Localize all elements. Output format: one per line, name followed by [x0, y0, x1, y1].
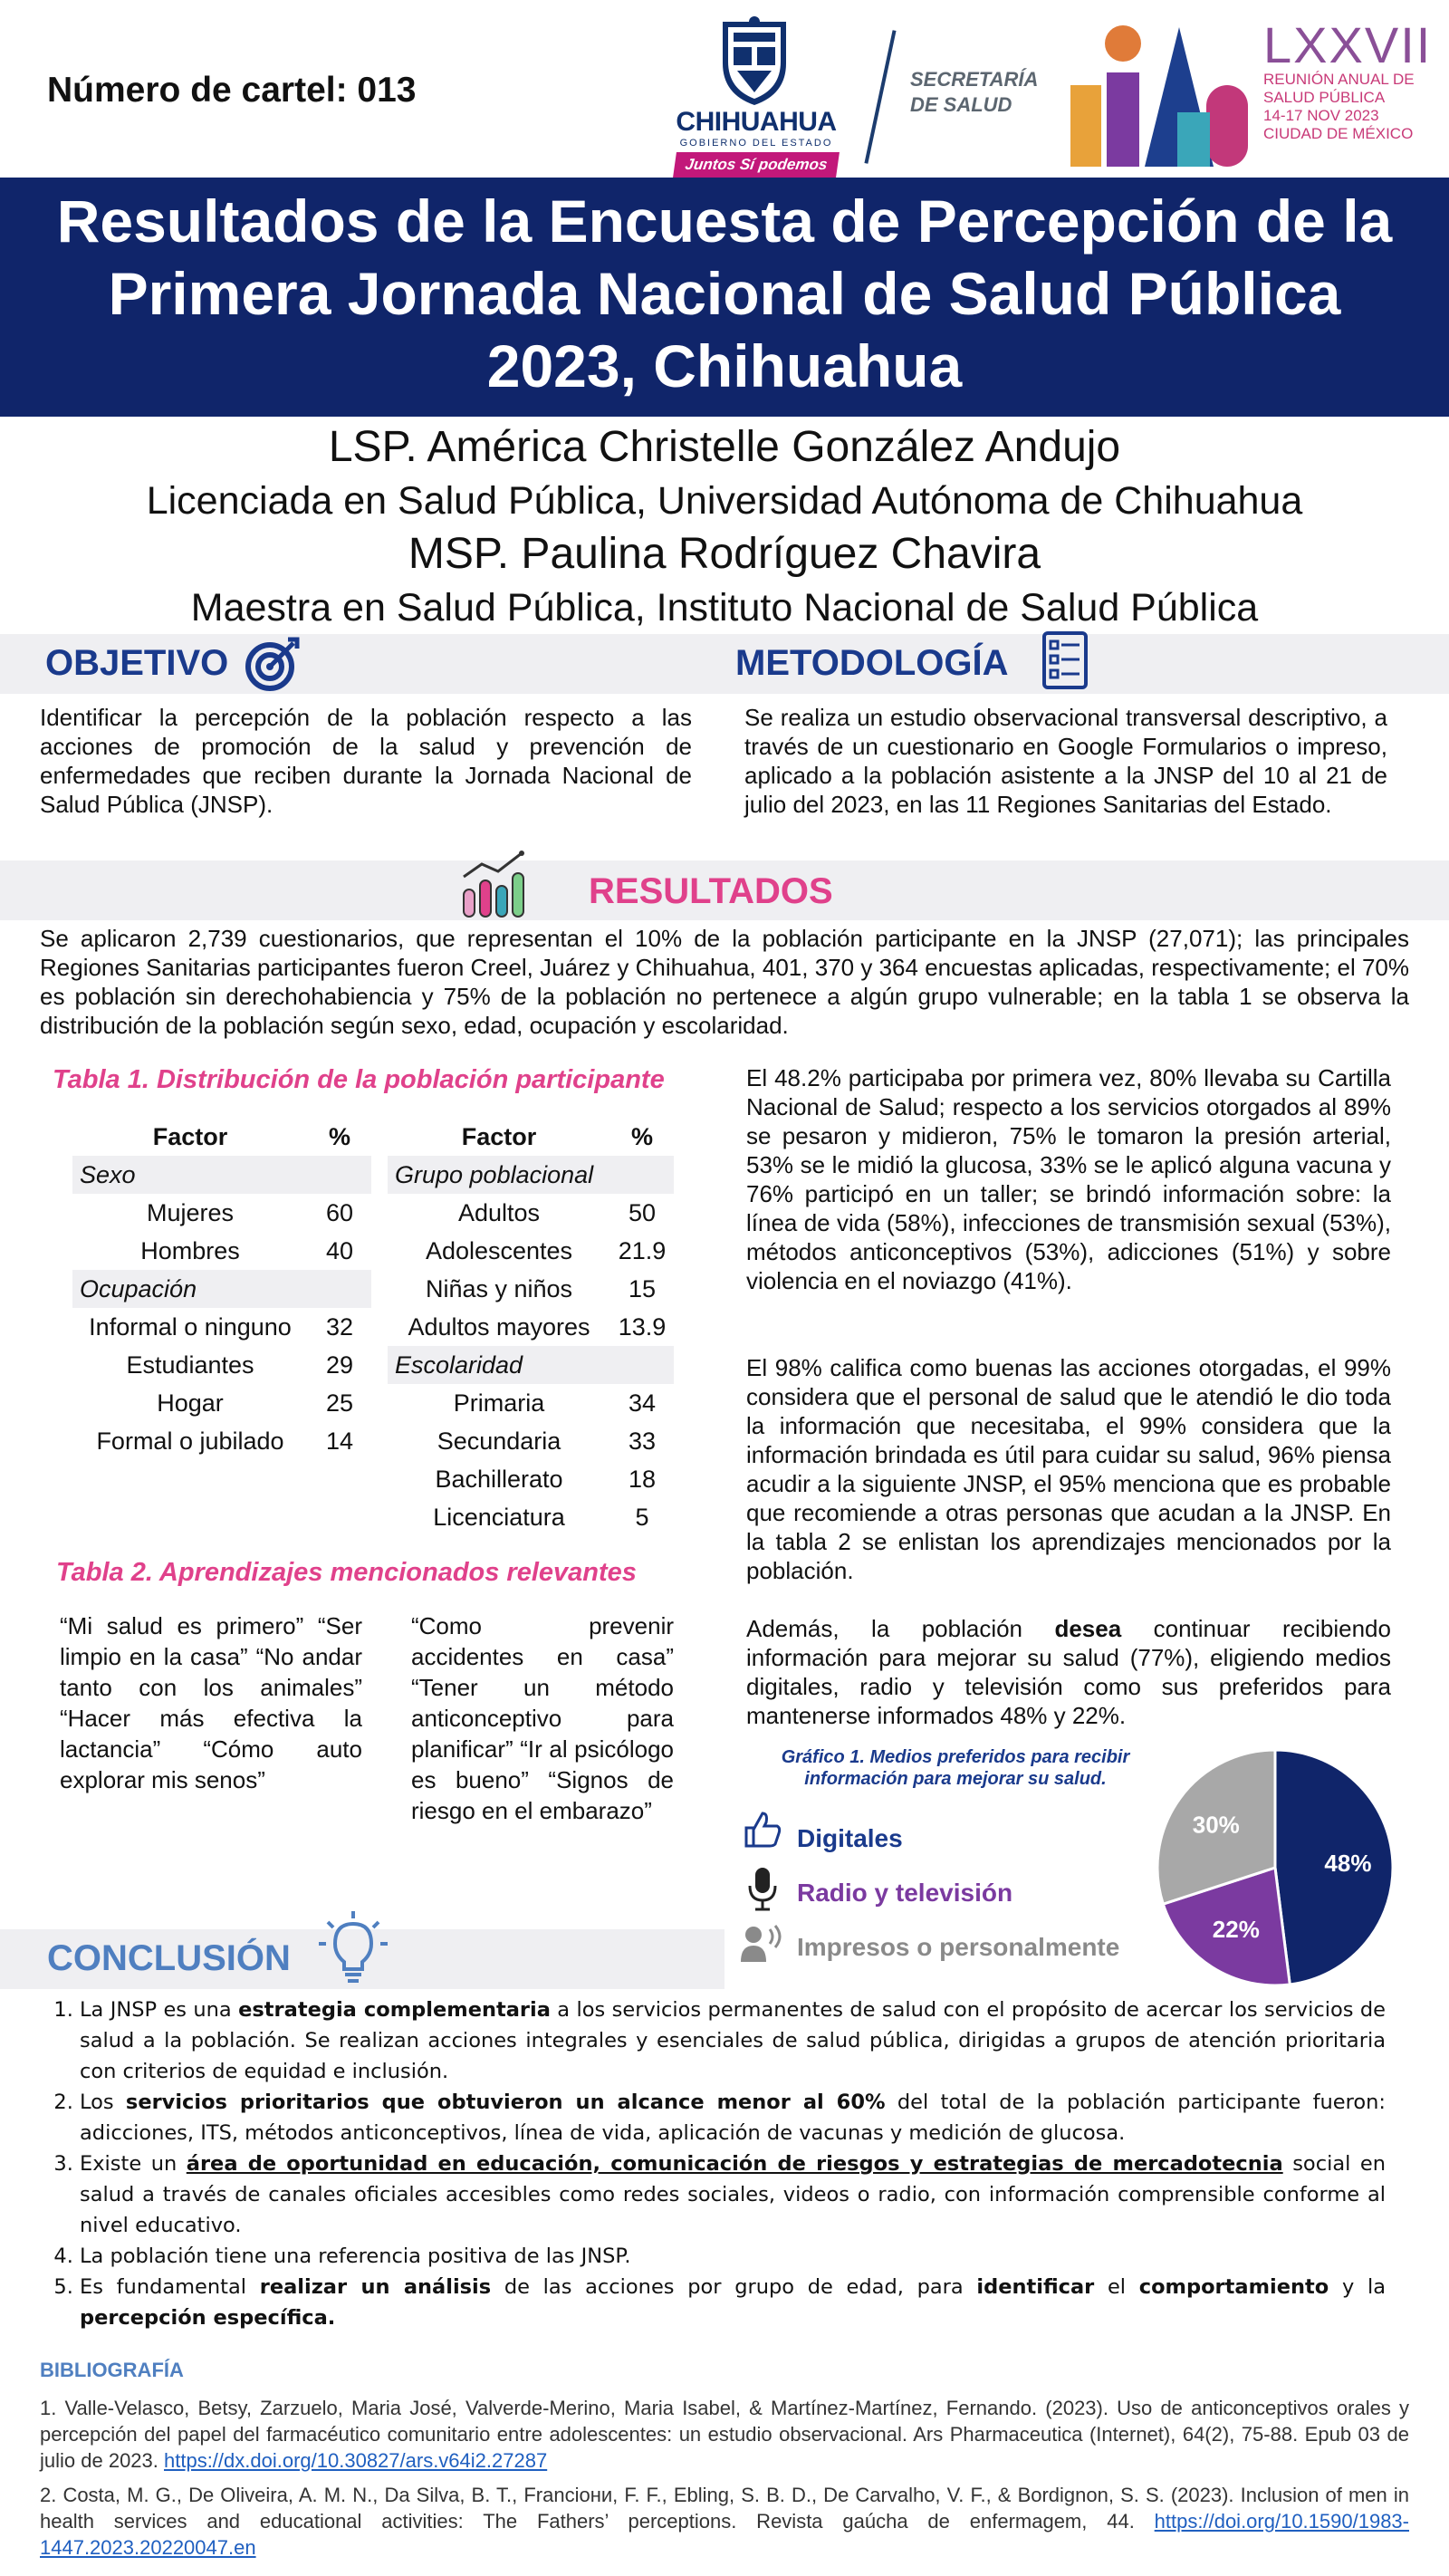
resultados-p2: El 98% califica como buenas las acciones otorgadas, el 99% considera que el personal de salud que le atendió le dio toda la información que necesitaba, el 99% considera que la información brindada es útil para cuidar su salud, 96% piensa acudir a la siguiente JNSP, el 95% menciona que es probable que recomiende a otras personas que acudan a la JNSP. En la tabla 2 se enlistan los aprendizajes mencionados por la población. [746, 1354, 1391, 1584]
table-row [388, 1270, 674, 1308]
authors-block [0, 420, 1449, 634]
table-header-factor: Factor [152, 1122, 228, 1150]
conclusion-text-part: de las acciones por grupo de edad, para [491, 2275, 977, 2299]
event-logo-art [1070, 22, 1252, 167]
table-row [388, 1498, 674, 1536]
conclusion-item [80, 2272, 1386, 2333]
secretaria-line1: SECRETARÍA [910, 68, 1039, 91]
table-row [388, 1422, 674, 1460]
table-cell-label: Licenciatura [433, 1503, 565, 1531]
table-row [72, 1308, 371, 1346]
bar-chart-icon [458, 850, 531, 918]
legend-impresos: Impresos o personalmente [797, 1933, 1120, 1961]
conclusion-text-part: y la [1329, 2275, 1386, 2299]
tabla1-title: Tabla 1. Distribución de la población participante [53, 1065, 665, 1094]
thumbs-up-icon [743, 1810, 782, 1850]
shield-icon [715, 16, 793, 107]
tabla1-left [72, 1118, 371, 1460]
table-row [388, 1308, 674, 1346]
conclusion-item [80, 2148, 1386, 2241]
checklist-icon [1041, 630, 1089, 690]
table-group-label: Ocupación [72, 1270, 371, 1308]
conclusion-text-part: percepción específica. [80, 2306, 336, 2330]
conclusion-text-part: comportamiento [1138, 2275, 1329, 2299]
chihuahua-wordmark: CHIHUAHUA [676, 107, 837, 137]
poster-number: Número de cartel: 013 [47, 71, 417, 110]
secretaria-line2: DE SALUD [910, 93, 1012, 116]
poster-header [0, 0, 1449, 178]
conclusion-text-part: Existe un [80, 2152, 187, 2176]
chart-title: Gráfico 1. Medios preferidos para recibir información para mejorar su salud. [781, 1747, 1130, 1789]
event-number: LXXVII [1263, 16, 1433, 73]
lightbulb-icon [317, 1909, 389, 1985]
conclusion-text-part: servicios prioritarios que obtuvieron un alcance menor al 60% [125, 2091, 886, 2114]
speaking-person-icon [739, 1924, 784, 1964]
resultados-heading: RESULTADOS [589, 871, 833, 911]
affiliation-1: Licenciada en Salud Pública, Universidad Autónoma de Chihuahua [146, 479, 1303, 523]
conclusion-item [80, 2087, 1386, 2148]
p3-part-a: Además, la población [746, 1615, 1055, 1642]
target-icon [243, 636, 301, 694]
resultados-p1: El 48.2% participaba por primera vez, 80% llevaba su Cartilla Nacional de Salud; respecto a los servicios otorgados al 89% se pesaron y midieron, 75% le tomaron la presión arterial, 53% se le midió la glucosa, 33% se le aplicó alguna vacuna y 76% participó en un taller; se brindó información sobre: la línea de vida (58%), infecciones de transmisión sexual (53%), métodos anticonceptivos (53%), adicciones (51%) y sobre violencia en el noviazgo (41%). [746, 1064, 1391, 1294]
legend-radio-tv: Radio y televisión [797, 1879, 1013, 1907]
conclusion-text-part: identificar [976, 2275, 1095, 2299]
table-row [388, 1384, 674, 1422]
table-row [72, 1422, 371, 1460]
p3-bold: desea [1054, 1615, 1122, 1642]
conclusion-text-part: el [1094, 2275, 1139, 2299]
conclusion-text-part: del total de la población participante fueron: adicciones, ITS, métodos anticonceptivos, línea de vida, aplicación de vacunas y medición de glucosa. [80, 2091, 1386, 2145]
table-cell-label: Adolescentes [425, 1236, 573, 1264]
affiliation-2: Maestra en Salud Pública, Instituto Nacional de Salud Pública [190, 586, 1259, 630]
table-cell-value: 18 [628, 1465, 657, 1493]
table-cell-label: Mujeres [146, 1198, 235, 1226]
bibliografia-heading: BIBLIOGRAFÍA [40, 2359, 184, 2381]
table-cell-value: 14 [325, 1427, 354, 1455]
pie-label-2: 30% [1192, 1811, 1240, 1839]
table-group-label: Escolaridad [388, 1346, 674, 1384]
table-row [72, 1346, 371, 1384]
table-cell-label: Informal o ninguno [89, 1312, 292, 1341]
table-cell-value: 33 [628, 1427, 657, 1455]
tabla2-right-quotes: “Como prevenir accidentes en casa” “Tener un método anticonceptivo para planificar” “Ir al psicólogo es bueno” “Signos de riesgo en el embarazo” [411, 1612, 674, 1824]
table-row [388, 1232, 674, 1270]
table-cell-value: 5 [635, 1503, 649, 1531]
table-cell-value: 32 [325, 1312, 354, 1341]
metodologia-heading: METODOLOGÍA [735, 643, 1009, 683]
conclusion-item [80, 1994, 1386, 2087]
chihuahua-subtitle: GOBIERNO DEL ESTADO [679, 138, 833, 149]
table-cell-value: 29 [325, 1350, 354, 1379]
chihuahua-logo [666, 16, 847, 173]
table-cell-label: Adultos [457, 1198, 541, 1226]
reference-2 [40, 2482, 1409, 2561]
conclusion-item [80, 2241, 1386, 2272]
table-row [388, 1194, 674, 1232]
table-cell-value: 60 [325, 1198, 354, 1226]
objetivo-text: Identificar la percepción de la población respecto a las acciones de promoción de la salud y prevención de enfermedades que reciben durante la Jornada Nacional de Salud Pública (JNSP). [40, 704, 692, 818]
conclusion-list [45, 1994, 1386, 2333]
table-group-row [72, 1270, 371, 1308]
table-group-label: Grupo poblacional [388, 1156, 674, 1194]
table-row [72, 1384, 371, 1422]
secretaria-logo [910, 67, 1038, 118]
conclusion-text-part: La población tiene una referencia positiva de las JNSP. [80, 2244, 631, 2268]
table-group-row [72, 1156, 371, 1194]
conclusion-text-part: realizar un análisis [259, 2275, 492, 2299]
table-cell-value: 13.9 [618, 1312, 667, 1341]
table-group-row [388, 1346, 674, 1384]
table-group-row [388, 1156, 674, 1194]
pie-label-0: 48% [1324, 1849, 1372, 1877]
table-cell-label: Formal o jubilado [96, 1427, 284, 1455]
reference-1-link[interactable]: https://dx.doi.org/10.30827/ars.v64i2.27287 [164, 2449, 548, 2472]
table-cell-label: Hogar [157, 1389, 224, 1417]
conclusion-text-part: La JNSP es una [80, 1998, 239, 2022]
table-cell-label: Secundaria [437, 1427, 561, 1455]
event-line-3: 14-17 NOV 2023 [1263, 107, 1379, 124]
table-cell-value: 40 [325, 1236, 354, 1264]
conclusion-text-part: estrategia complementaria [238, 1998, 551, 2022]
conclusion-text-part: a los servicios permanentes de salud con el propósito de acercar los servicios de salud a la población. Se realizan acciones integrales y esenciales de salud pública, dirigidas a grupos de atención prioritaria con criterios de equidad e inclusión. [80, 1998, 1386, 2083]
table-header-pct: % [630, 1122, 653, 1150]
metodologia-text: Se realiza un estudio observacional transversal descriptivo, a través de un cuestionario en Google Formularios o impreso, aplicado a la población asistente a la JNSP del 10 al 21 de julio del 2023, en las 11 Regiones Sanitarias del Estado. [744, 704, 1387, 818]
conclusion-text-part: Los [80, 2091, 126, 2114]
table-group-label: Sexo [72, 1156, 371, 1194]
conclusion-text-part: Es fundamental [80, 2275, 260, 2299]
table-cell-value: 15 [628, 1274, 657, 1302]
table-row [72, 1194, 371, 1232]
tabla2-left-quotes: “Mi salud es primero” “Ser limpio en la casa” “No andar tanto con los animales” “Hacer más efectiva la lactancia” “Cómo auto explorar mis senos” [60, 1612, 362, 1793]
tabla2-title: Tabla 2. Aprendizajes mencionados relevantes [56, 1558, 637, 1587]
reference-2-link[interactable]: https://doi.org/10.1590/1983-1447.2023.20220047.en [40, 2510, 1409, 2559]
table-cell-value: 50 [628, 1198, 657, 1226]
table-header-factor: Factor [461, 1122, 537, 1150]
table-cell-label: Bachillerato [435, 1465, 563, 1493]
table-cell-label: Primaria [453, 1389, 545, 1417]
tabla1-right [388, 1118, 674, 1536]
reference-2-text: 2. Costa, M. G., De Oliveira, A. M. N., Da Silva, B. T., Franciони, F. F., Ebling, S. B. D., De Carvalho, V. F., & Bordignon, S. S. (2023). Inclusion of men in health services and educational activities: The Fathers’ perceptions. Revista gaúcha de enfermagem, 44. [40, 2484, 1409, 2533]
poster-title: Resultados de la Encuesta de Percepción de la Primera Jornada Nacional de Salud Pública 2023, Chihuahua [56, 187, 1393, 399]
resultados-intro: Se aplicaron 2,739 cuestionarios, que representan el 10% de la población participante en la JNSP (27,071); las principales Regiones Sanitarias participantes fueron Creel, Juárez y Chihuahua, 401, 370 y 364 encuestas aplicadas, respectivamente; el 70% es población sin derechohabiencia y 75% de la población no pertenece a algún grupo vulnerable; en la tabla 1 se observa la distribución de la población según sexo, edad, ocupación y escolaridad. [40, 925, 1409, 1039]
legend-digitales: Digitales [797, 1824, 903, 1852]
reference-1 [40, 2395, 1409, 2474]
microphone-icon [743, 1866, 782, 1911]
table-cell-label: Estudiantes [126, 1350, 254, 1379]
table-cell-value: 34 [628, 1389, 657, 1417]
table-cell-label: Adultos mayores [408, 1312, 590, 1341]
event-logo-text [1263, 16, 1435, 143]
conclusion-text-part: área de oportunidad en educación, comunicación de riesgos y estrategias de mercadotecnia [186, 2152, 1283, 2176]
event-line-1: REUNIÓN ANUAL DE [1263, 71, 1415, 88]
event-line-4: CIUDAD DE MÉXICO [1263, 125, 1414, 142]
table-cell-label: Hombres [140, 1236, 240, 1264]
table-cell-label: Niñas y niños [425, 1274, 573, 1302]
table-cell-value: 25 [325, 1389, 354, 1417]
conclusion-heading: CONCLUSIÓN [47, 1938, 291, 1978]
author-2: MSP. Paulina Rodríguez Chavira [408, 530, 1041, 578]
conclusion-text-part: social en salud a través de canales oficiales accesibles como redes sociales, videos o radio, con información comprensible conforme al nivel educativo. [80, 2152, 1387, 2237]
p3-part-c: continuar recibiendo información para mejorar su salud (77%), eligiendo medios digitales, radio y televisión como sus preferidos para mantenerse informados 48% y 22%. [746, 1615, 1391, 1729]
pie-chart [1139, 1741, 1411, 1994]
table-row [388, 1460, 674, 1498]
juntos-tagline: Juntos Sí podemos [673, 152, 840, 178]
table-cell-value: 21.9 [618, 1236, 667, 1264]
pie-label-1: 22% [1212, 1916, 1260, 1944]
objetivo-heading: OBJETIVO [45, 643, 229, 683]
resultados-p3 [746, 1614, 1391, 1730]
reference-1-text: 1. Valle-Velasco, Betsy, Zarzuelo, Maria José, Valverde-Merino, Maria Isabel, & Martínez-Martínez, Fernando. (2023). Uso de anticonceptivos orales y percepción del papel del farmacéutico comunitario entre adolescentes: un estudio observacional. Ars Pharmaceutica (Internet), 64(2), 75-88. Epub 03 de julio de 2023. [40, 2397, 1409, 2472]
title-band [0, 178, 1449, 417]
logo-divider [864, 30, 896, 164]
event-line-2: SALUD PÚBLICA [1263, 89, 1386, 106]
author-1: LSP. América Christelle González Andujo [328, 423, 1121, 471]
table-header-pct: % [328, 1122, 350, 1150]
table-row [72, 1232, 371, 1270]
